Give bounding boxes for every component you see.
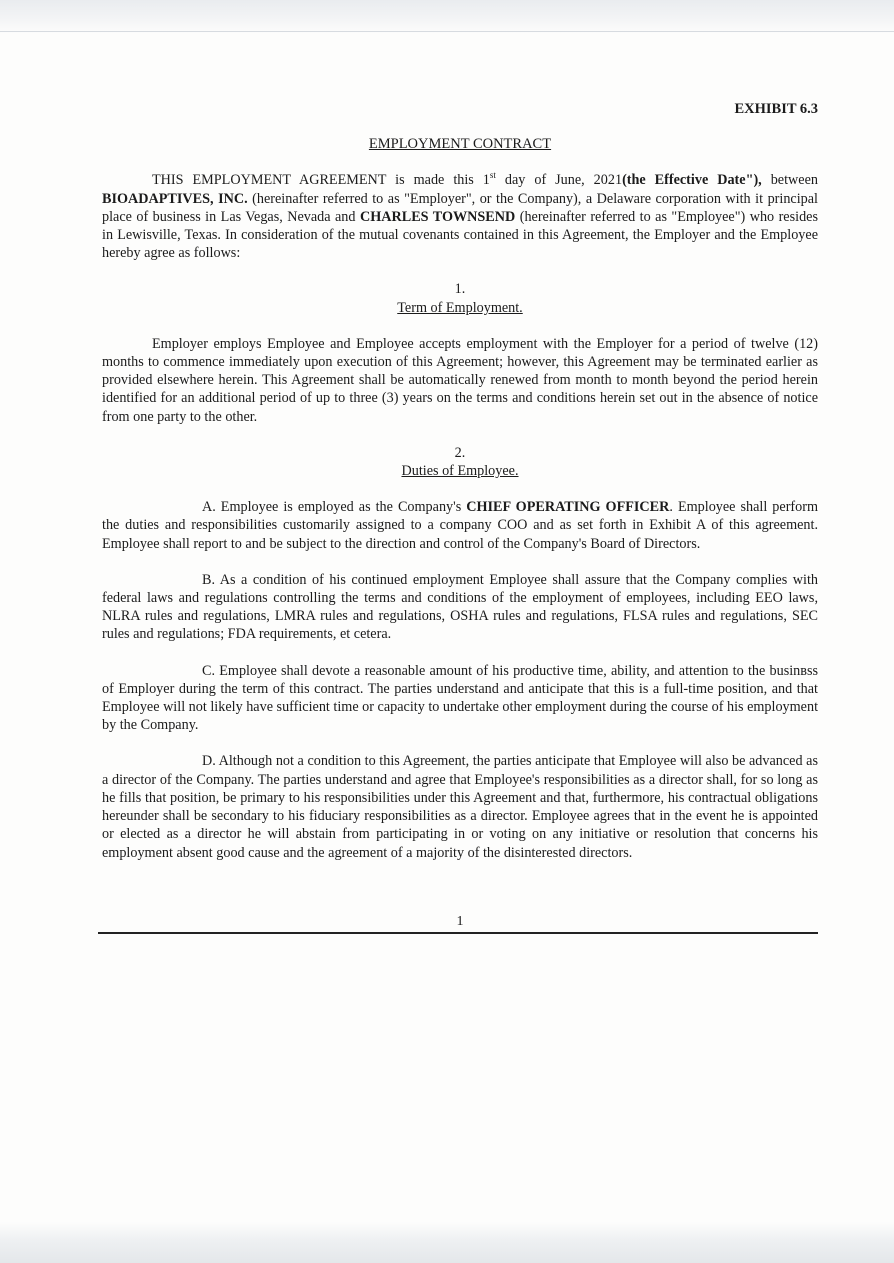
effective-date-label: (the Effective Date"), xyxy=(622,172,762,189)
exhibit-label: EXHIBIT 6.3 xyxy=(734,101,818,117)
document-title: EMPLOYMENT CONTRACT xyxy=(368,136,552,153)
section-2-para-b: B. As a condition of his continued employment Employee shall assure that the Company complies with federal laws and regulations controlling the terms and conditions of the employment of employees, including EEO laws, NLRA rules and regulations, LMRA rules and regulations, OSHA rules and regulations, FLSA rules and regulations, SEC rules and regulations; FDA requirements, et cetera. xyxy=(102,571,818,643)
section-2-title: Duties of Employee. xyxy=(401,463,519,480)
employee-name: CHARLES TOWNSEND xyxy=(359,208,516,225)
job-title: CHIEF OPERATING OFFICER xyxy=(466,499,670,516)
scan-bottom-edge xyxy=(0,1222,894,1263)
scan-top-edge xyxy=(0,0,894,34)
document-page xyxy=(102,100,818,862)
section-2-number: 2. xyxy=(454,444,466,461)
section-1-number: 1. xyxy=(454,281,466,298)
section-1-text: Employer employs Employee and Employee accepts employment with the Employer for a period of twelve (12) months to commence immediately upon execution of this Agreement; however, this Agreement may be terminated earlier as provided elsewhere herein. This Agreement shall be automatically renewed from month to month beyond the period herein identified for an additional period of up to three (3) years on the terms and conditions herein set out in the absence of notice from one party to the other. xyxy=(102,335,818,425)
section-2-para-d: D. Although not a condition to this Agreement, the parties anticipate that Employee will also be advanced as a director of the Company. The parties understand and agree that Employee's responsibilities as a director shall, for so long as he fills that position, be primary to his responsibilities under this Agreement and that, furthermore, his contractual obligations hereunder shall be secondary to his fiduciary responsibilities as a director. Employee agrees that in the event he is appointed or elected as a director he will abstain from participating in or voting on any initiative or resolution that concerns his employment absent good cause and the agreement of a majority of the disinterested directors. xyxy=(102,753,818,861)
intro-paragraph: THIS EMPLOYMENT AGREEMENT is made this 1st day of June, 2021(the Effective Date"), between BIOADAPTIVES, INC. (hereinafter referred to as "Employer", or the Company), a Delaware corporation with it principal place of business in Las Vegas, Nevada and CHARLES TOWNSEND (hereinafter referred to as "Employee") who resides in Lewisville, Texas. In consideration of the mutual covenants contained in this Agreement, the Employer and the Employee hereby agree as follows: xyxy=(102,170,818,262)
section-2-para-c: C. Employee shall devote a reasonable amount of his productive time, ability, and attention to the businʙss of Employer during the term of this contract. The parties understand and anticipate that this is a full-time position, and that Employee will not likely have sufficient time or capacity to undertake other employment during the course of his employment by the Company. xyxy=(102,662,819,734)
section-2-para-a: A. Employee is employed as the Company's CHIEF OPERATING OFFICER. Employee shall perform the duties and responsibilities customarily assigned to a company COO and as set forth in Exhibit A of this agreement. Employee shall report to and be subject to the direction and control of the Company's Board of Directors. xyxy=(102,499,818,552)
footer-rule xyxy=(98,932,818,934)
ordinal-suffix: st xyxy=(489,170,496,181)
page-number: 1 xyxy=(456,914,464,929)
section-1-title: Term of Employment. xyxy=(397,299,523,316)
scan-edge-line xyxy=(0,31,894,32)
employer-name: BIOADAPTIVES, INC. xyxy=(102,190,248,207)
